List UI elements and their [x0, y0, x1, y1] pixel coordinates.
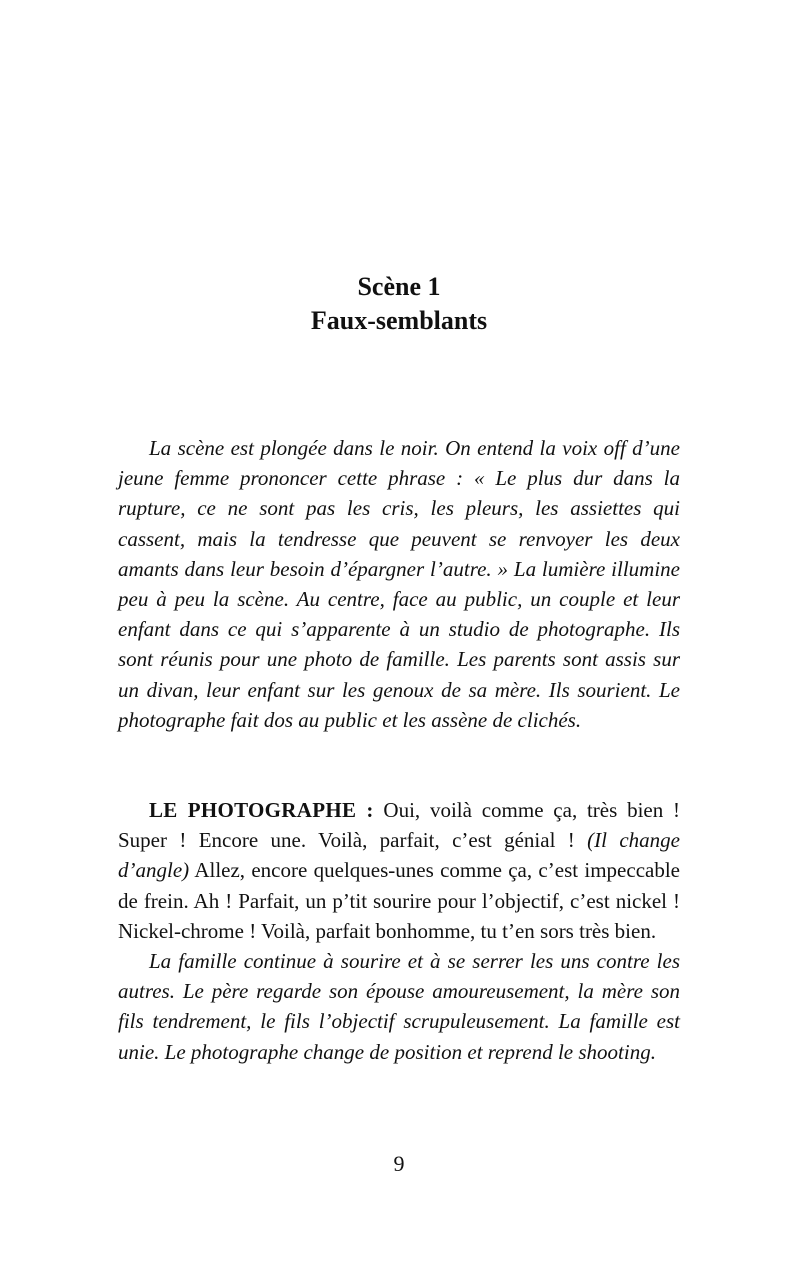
scene-heading — [0, 270, 798, 338]
speaker-name: LE PHOTOGRAPHE : — [149, 798, 374, 822]
scene-title: Faux-semblants — [310, 306, 488, 335]
opening-stage-direction: La scène est plongée dans le noir. On entend la voix off d’une jeune femme prononcer cette phrase : « Le plus dur dans la rupture, ce ne sont pas les cris, les pleurs, les assiettes qui cassent, mais la tendresse que peuvent se renvoyer les deux amants dans leur besoin d’épargner l’autre. » La lumière illumine peu à peu la scène. Au centre, face au public, un couple et leur enfant dans ce qui s’apparente à un studio de photographe. Ils sont réunis pour une photo de famille. Les parents sont assis sur un divan, leur enfant sur les genoux de sa mère. Ils sourient. Le photographe fait dos au public et les assène de clichés. — [118, 436, 680, 732]
closing-stage-direction: La famille continue à sourire et à se serrer les uns contre les autres. Le père regarde son épouse amoureusement, la mère son fils tendrement, le fils l’objectif scrupuleusement. La famille est unie. Le photographe change de position et reprend le shooting. — [118, 949, 680, 1064]
opening-stage-direction-block — [118, 433, 680, 735]
dialogue-block — [118, 795, 680, 1067]
dialogue-text-part1: Oui, voilà comme ça, très bien ! Super ! Encore une. Voilà, parfait, c’est génial ! — [118, 798, 680, 853]
dialogue-text-part2: Allez, encore quelques-unes comme ça, c’est impeccable de frein. Ah ! Parfait, un p’tit sourire pour l’objectif, c’est nickel ! Nickel-chrome ! Voilà, parfait bonhomme, tu t’en sors très bien. — [118, 858, 680, 943]
scene-number: Scène 1 — [357, 272, 441, 301]
dialogue-line — [118, 795, 680, 946]
inline-stage-direction: (Il change d’angle) — [118, 828, 680, 883]
page-number: 9 — [393, 1151, 405, 1176]
